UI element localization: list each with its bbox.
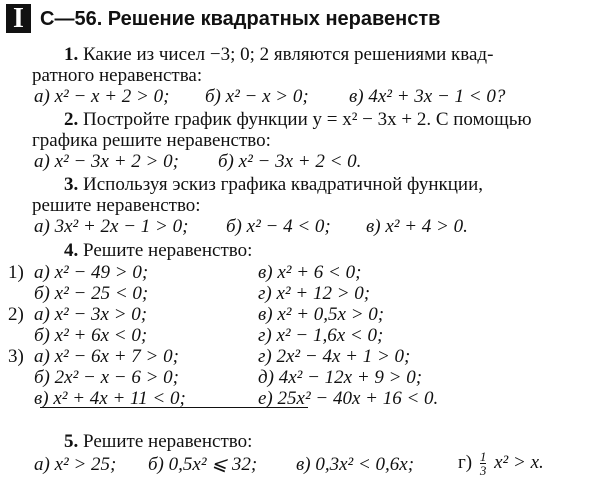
task4-group-label: 3) <box>8 346 24 367</box>
task1-option-c: в) 4x² + 3x − 1 < 0? <box>349 86 506 107</box>
task4-item-left: а) x² − 3x > 0; <box>34 304 148 325</box>
task4-item-left: б) x² + 6x < 0; <box>34 325 148 346</box>
task2-text2: графика решите неравенство: <box>32 130 271 151</box>
task1-number: 1. <box>64 44 79 65</box>
task5-heading <box>64 432 252 451</box>
task4-item-right: г) 2x² − 4x + 1 > 0; <box>258 346 411 367</box>
task2-number: 2. <box>64 109 79 130</box>
task3-option-a: а) 3x² + 2x − 1 > 0; <box>34 216 189 237</box>
task5-option-a: а) x² > 25; <box>34 454 117 475</box>
task5-option-d-expr: x² > x. <box>494 451 544 473</box>
task5-number: 5. <box>64 431 79 452</box>
fraction-one-third <box>480 450 487 477</box>
fraction-denominator: 3 <box>479 463 487 478</box>
task4-item-right: г) x² + 12 > 0; <box>258 283 371 304</box>
task4-number: 4. <box>64 240 79 261</box>
task5-option-c: в) 0,3x² < 0,6x; <box>296 454 415 475</box>
task1-text2: ратного неравенства: <box>32 65 203 86</box>
task3-text1: Используя эскиз графика квадратичной функции, <box>83 174 484 195</box>
task4-heading <box>64 241 252 260</box>
task3-number: 3. <box>64 174 79 195</box>
task4-item-left: б) 2x² − x − 6 > 0; <box>34 367 179 388</box>
section-roman-badge: I <box>6 4 31 33</box>
task1-option-a: а) x² − x + 2 > 0; <box>34 86 170 107</box>
task4-item-right: в) x² + 0,5x > 0; <box>258 304 385 325</box>
task4-item-right: г) x² − 1,6x < 0; <box>258 325 384 346</box>
task1-option-b: б) x² − x > 0; <box>205 86 309 107</box>
task3-text2: решите неравенство: <box>32 195 201 216</box>
task4-item-left: а) x² − 6x + 7 > 0; <box>34 346 179 367</box>
task5-option-d <box>458 450 544 477</box>
task1-line1 <box>64 45 493 64</box>
task4-group-label: 2) <box>8 304 24 325</box>
task4-item-right: д) 4x² − 12x + 9 > 0; <box>258 367 423 388</box>
task4-title: Решите неравенство: <box>83 240 253 261</box>
task5-title: Решите неравенство: <box>83 431 253 452</box>
task1-text1: Какие из чисел −3; 0; 2 являются решениями квад- <box>83 44 494 65</box>
task4-item-left: а) x² − 49 > 0; <box>34 262 149 283</box>
fraction-numerator: 1 <box>479 449 487 464</box>
task5-option-b: б) 0,5x² ⩽ 32; <box>148 454 258 475</box>
task3-option-b: б) x² − 4 < 0; <box>226 216 331 237</box>
task4-group-label: 1) <box>8 262 24 283</box>
task2-text1: Постройте график функции y = x² − 3x + 2. С помощью <box>83 109 532 130</box>
task4-item-right: в) x² + 6 < 0; <box>258 262 362 283</box>
task3-line1 <box>64 175 483 194</box>
task4-item-left: в) x² + 4x + 11 < 0; <box>34 388 186 409</box>
task3-option-c: в) x² + 4 > 0. <box>366 216 468 237</box>
task2-line1 <box>64 110 532 129</box>
task4-item-right: е) 25x² − 40x + 16 < 0. <box>258 388 439 409</box>
task2-option-a: а) x² − 3x + 2 > 0; <box>34 151 179 172</box>
task2-option-b: б) x² − 3x + 2 < 0. <box>218 151 362 172</box>
task4-item-left: б) x² − 25 < 0; <box>34 283 149 304</box>
task5-option-d-label: г) <box>458 451 473 473</box>
separator-line <box>40 407 308 408</box>
page-title: С—56. Решение квадратных неравенств <box>40 8 441 30</box>
